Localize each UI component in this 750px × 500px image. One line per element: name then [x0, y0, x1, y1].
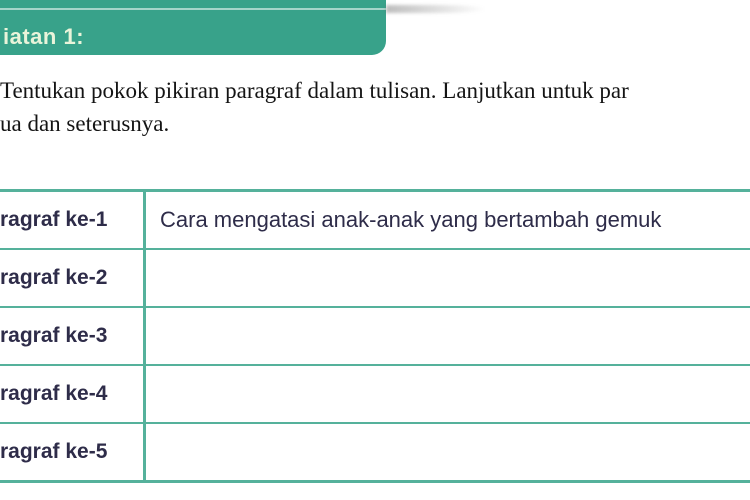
row-label-paragraf-4: ragraf ke-4 [0, 366, 146, 422]
table-row [0, 192, 750, 250]
row-value-paragraf-4 [146, 366, 750, 422]
banner-edge-shadow [386, 5, 486, 13]
table-row [0, 366, 750, 424]
row-label-paragraf-5: ragraf ke-5 [0, 424, 146, 480]
instruction-line-2: ua dan seterusnya. [0, 111, 170, 136]
row-label-paragraf-2: ragraf ke-2 [0, 250, 146, 306]
table-row [0, 250, 750, 308]
row-value-paragraf-1: Cara mengatasi anak-anak yang bertambah gemuk [160, 207, 662, 232]
row-value-paragraf-5 [146, 424, 750, 480]
row-value-paragraf-3 [146, 308, 750, 364]
instruction-paragraph [0, 74, 750, 140]
activity-banner-title: iatan 1: [3, 24, 85, 49]
paragraph-main-idea-table [0, 189, 750, 483]
activity-banner [0, 0, 386, 55]
row-label-paragraf-1: ragraf ke-1 [0, 192, 146, 248]
instruction-line-1: Tentukan pokok pikiran paragraf dalam tulisan. Lanjutkan untuk par [0, 78, 629, 103]
table-row [0, 424, 750, 480]
row-label-paragraf-3: ragraf ke-3 [0, 308, 146, 364]
row-value-paragraf-2 [146, 250, 750, 306]
banner-highlight-line [0, 8, 386, 10]
table-row [0, 308, 750, 366]
